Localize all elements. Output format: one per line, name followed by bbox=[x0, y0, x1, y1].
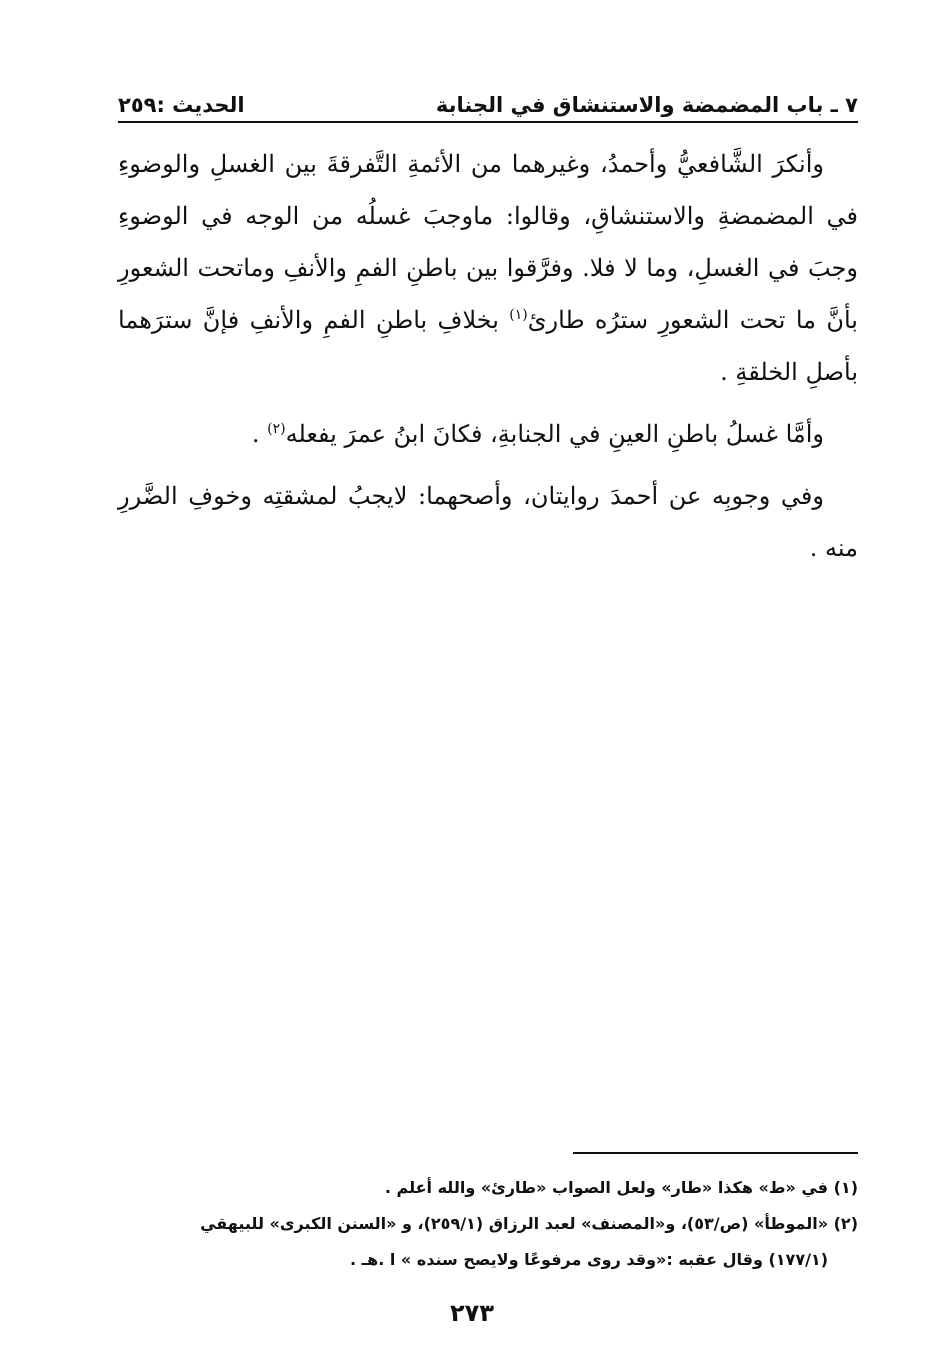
paragraph-3-text: وفي وجوبِه عن أحمدَ روايتان، وأصحهما: لايجبُ لمشقتِه وخوفِ الضَّررِ منه . bbox=[118, 482, 858, 562]
footnote-divider bbox=[573, 1152, 858, 1154]
footnote-1: (١) في «ط» هكذا «طار» ولعل الصواب «طارئ» والله أعلم . bbox=[384, 1178, 858, 1197]
footnotes bbox=[118, 1170, 858, 1278]
paragraph-2 bbox=[118, 408, 858, 460]
footnote-2: (٢) «الموطأ» (ص/٥٣)، و«المصنف» لعبد الرزاق (٢٥٩/١)، و «السنن الكبرى» للبيهقي bbox=[200, 1214, 858, 1233]
footnote-2-continuation: (١٧٧/١) وقال عقبه :«وقد روى مرفوعًا ولايصح سنده » ا .هـ . bbox=[350, 1250, 828, 1269]
paragraph-1-text: وأنكرَ الشَّافعيُّ وأحمدُ، وغيرهما من الأئمةِ التَّفرقةَ بين الغسلِ والوضوءِ في المضمضةِ والاستنشاقِ، وقالوا: ماوجبَ غسلُه من الوجه في الوضوءِ وجبَ في الغسلِ، وما لا فلا. وفرَّقوا بين باطنِ الفمِ والأنفِ وماتحت الشعورِ بأنَّ ما تحت الشعورِ سترُه طارئ bbox=[118, 150, 858, 334]
paragraph-2-text: وأمَّا غسلُ باطنِ العينِ في الجنابةِ، فكانَ ابنُ عمرَ يفعله bbox=[285, 420, 824, 448]
paragraph-1-tail: بخلافِ باطنِ الفمِ والأنفِ فإنَّ سترَهما بأصلِ الخلقةِ . bbox=[118, 306, 858, 386]
paragraph-2-tail: . bbox=[251, 420, 268, 448]
paragraph-1 bbox=[118, 138, 858, 398]
footnote-ref-2: (٢) bbox=[267, 421, 286, 437]
chapter-title: ٧ ـ باب المضمضة والاستنشاق في الجنابة bbox=[435, 93, 858, 117]
hadith-number: الحديث :٢٥٩ bbox=[118, 93, 245, 117]
main-text bbox=[118, 138, 858, 584]
running-header bbox=[118, 80, 858, 120]
header-divider bbox=[118, 121, 858, 123]
footnote-ref-1: (١) bbox=[509, 307, 528, 323]
page-number: ٢٧٣ bbox=[450, 1299, 494, 1327]
paragraph-3 bbox=[118, 470, 858, 574]
